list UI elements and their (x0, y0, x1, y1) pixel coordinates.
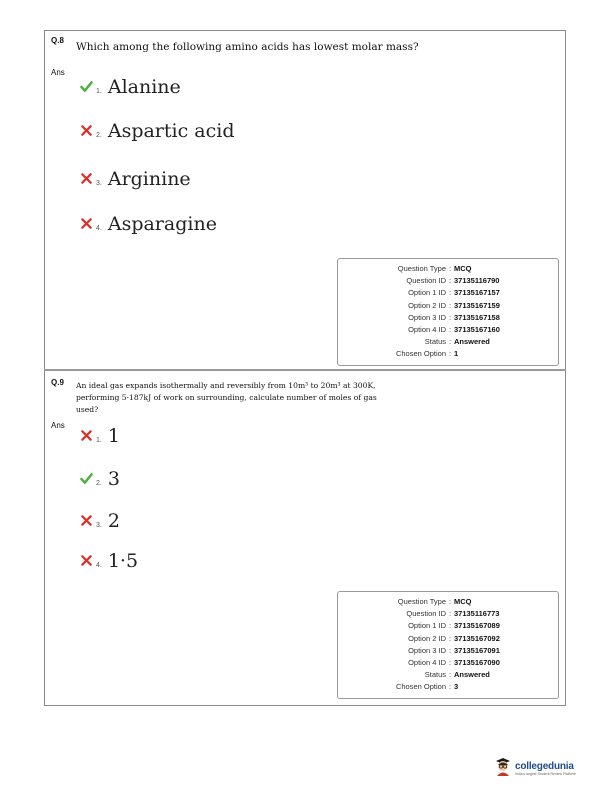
option-1 (80, 76, 181, 98)
collegedunia-logo (494, 756, 576, 781)
option-text: Asparagine (107, 213, 217, 235)
student-mascot-icon (494, 756, 512, 781)
option-number: 1. (96, 88, 102, 95)
option-text: 1·5 (107, 550, 139, 572)
check-icon (80, 472, 93, 485)
option-text: 2 (107, 510, 120, 532)
answer-label: Ans (51, 68, 65, 77)
question-meta: Question Type : MCQ Question ID : 37135116790 Option 1 ID : 37135167157 Option 2 ID : 37135167159 Option 3 ID : 37135167158 Option 4 ID : 37135167160 Status : Answered Chosen Option : 1 (337, 258, 559, 366)
option-2 (80, 468, 120, 490)
logo-tagline: India's largest Student Review Platform (515, 772, 576, 776)
question-meta: Question Type : MCQ Question ID : 37135116773 Option 1 ID : 37135167089 Option 2 ID : 37135167092 Option 3 ID : 37135167091 Option 4 ID : 37135167090 Status : Answered Chosen Option : 3 (337, 591, 559, 699)
option-number: 1. (96, 437, 102, 444)
check-icon (80, 80, 93, 93)
logo-name: collegedunia (515, 761, 574, 772)
cross-icon (80, 217, 93, 230)
option-text: Arginine (107, 168, 191, 190)
cross-icon (80, 514, 93, 527)
option-number: 3. (96, 180, 102, 187)
option-4 (80, 550, 138, 572)
question-number: Q.8 (51, 36, 64, 45)
question-text: Which among the following amino acids has lowest molar mass? (76, 41, 419, 53)
cross-icon (80, 554, 93, 567)
option-3 (80, 510, 120, 532)
question-divider (44, 369, 566, 371)
option-text: Aspartic acid (107, 120, 235, 142)
option-1 (80, 425, 120, 447)
option-number: 4. (96, 225, 102, 232)
option-4 (80, 213, 217, 235)
cross-icon (80, 172, 93, 185)
option-number: 3. (96, 522, 102, 529)
question-text: An ideal gas expands isothermally and reversibly from 10m³ to 20m³ at 300K, performing 5·187kJ of work on surrounding, calculate number of moles of gas used? (76, 381, 377, 414)
option-number: 2. (96, 132, 102, 139)
option-text: Alanine (107, 76, 181, 98)
answer-label: Ans (51, 421, 65, 430)
option-text: 3 (107, 468, 120, 490)
option-number: 4. (96, 562, 102, 569)
question-number: Q.9 (51, 378, 64, 387)
option-2 (80, 120, 235, 142)
cross-icon (80, 429, 93, 442)
cross-icon (80, 124, 93, 137)
option-text: 1 (107, 425, 120, 447)
option-3 (80, 168, 191, 190)
option-number: 2. (96, 480, 102, 487)
